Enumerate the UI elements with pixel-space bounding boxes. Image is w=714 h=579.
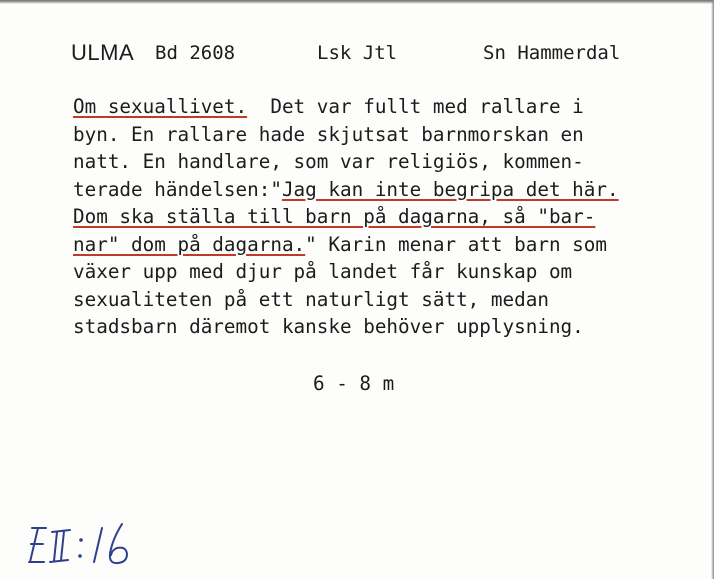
body-line — [73, 286, 713, 314]
body-line — [73, 148, 713, 176]
body-line — [73, 258, 713, 286]
body-text-segment: natt. En handlare, som var religiös, kommen- — [73, 150, 584, 173]
body-text-segment: växer upp med djur på landet får kunskap om — [73, 260, 573, 283]
region-code: Lsk Jtl — [317, 42, 398, 64]
archive-code: ULMA — [71, 40, 135, 65]
card-body-text — [73, 93, 713, 341]
body-text-segment: terade händelsen:" — [73, 177, 282, 201]
body-line — [73, 93, 713, 121]
body-line — [73, 176, 713, 204]
underlined-text: nar" dom på dagarna. — [73, 232, 306, 256]
body-text-segment: Det var fullt med rallare i — [247, 95, 584, 118]
card-header — [71, 40, 691, 66]
body-line — [73, 231, 713, 259]
body-text-segment: " Karin menar att barn som — [305, 232, 607, 256]
body-line — [73, 313, 713, 341]
volume-number: Bd 2608 — [155, 42, 236, 64]
body-line — [73, 121, 713, 149]
body-text-segment: stadsbarn däremot kanske behöver upplysning. — [73, 315, 584, 338]
body-text-segment: sexualiteten på ett naturligt sätt, medan — [73, 287, 549, 311]
body-line — [73, 203, 713, 231]
handwritten-signature — [26, 518, 176, 568]
card-top-edge — [0, 0, 714, 4]
parish-name: Sn Hammerdal — [483, 42, 621, 64]
underlined-text: Om sexuallivet. — [73, 95, 248, 118]
underlined-text: Jag kan inte begripa det här. — [281, 177, 619, 201]
underlined-text: Dom ska ställa till barn på dagarna, så "bar- — [73, 205, 596, 228]
body-text-segment: byn. En rallare hade skjutsat barnmorskan en — [73, 122, 584, 146]
page-range: 6 - 8 m — [313, 372, 395, 395]
